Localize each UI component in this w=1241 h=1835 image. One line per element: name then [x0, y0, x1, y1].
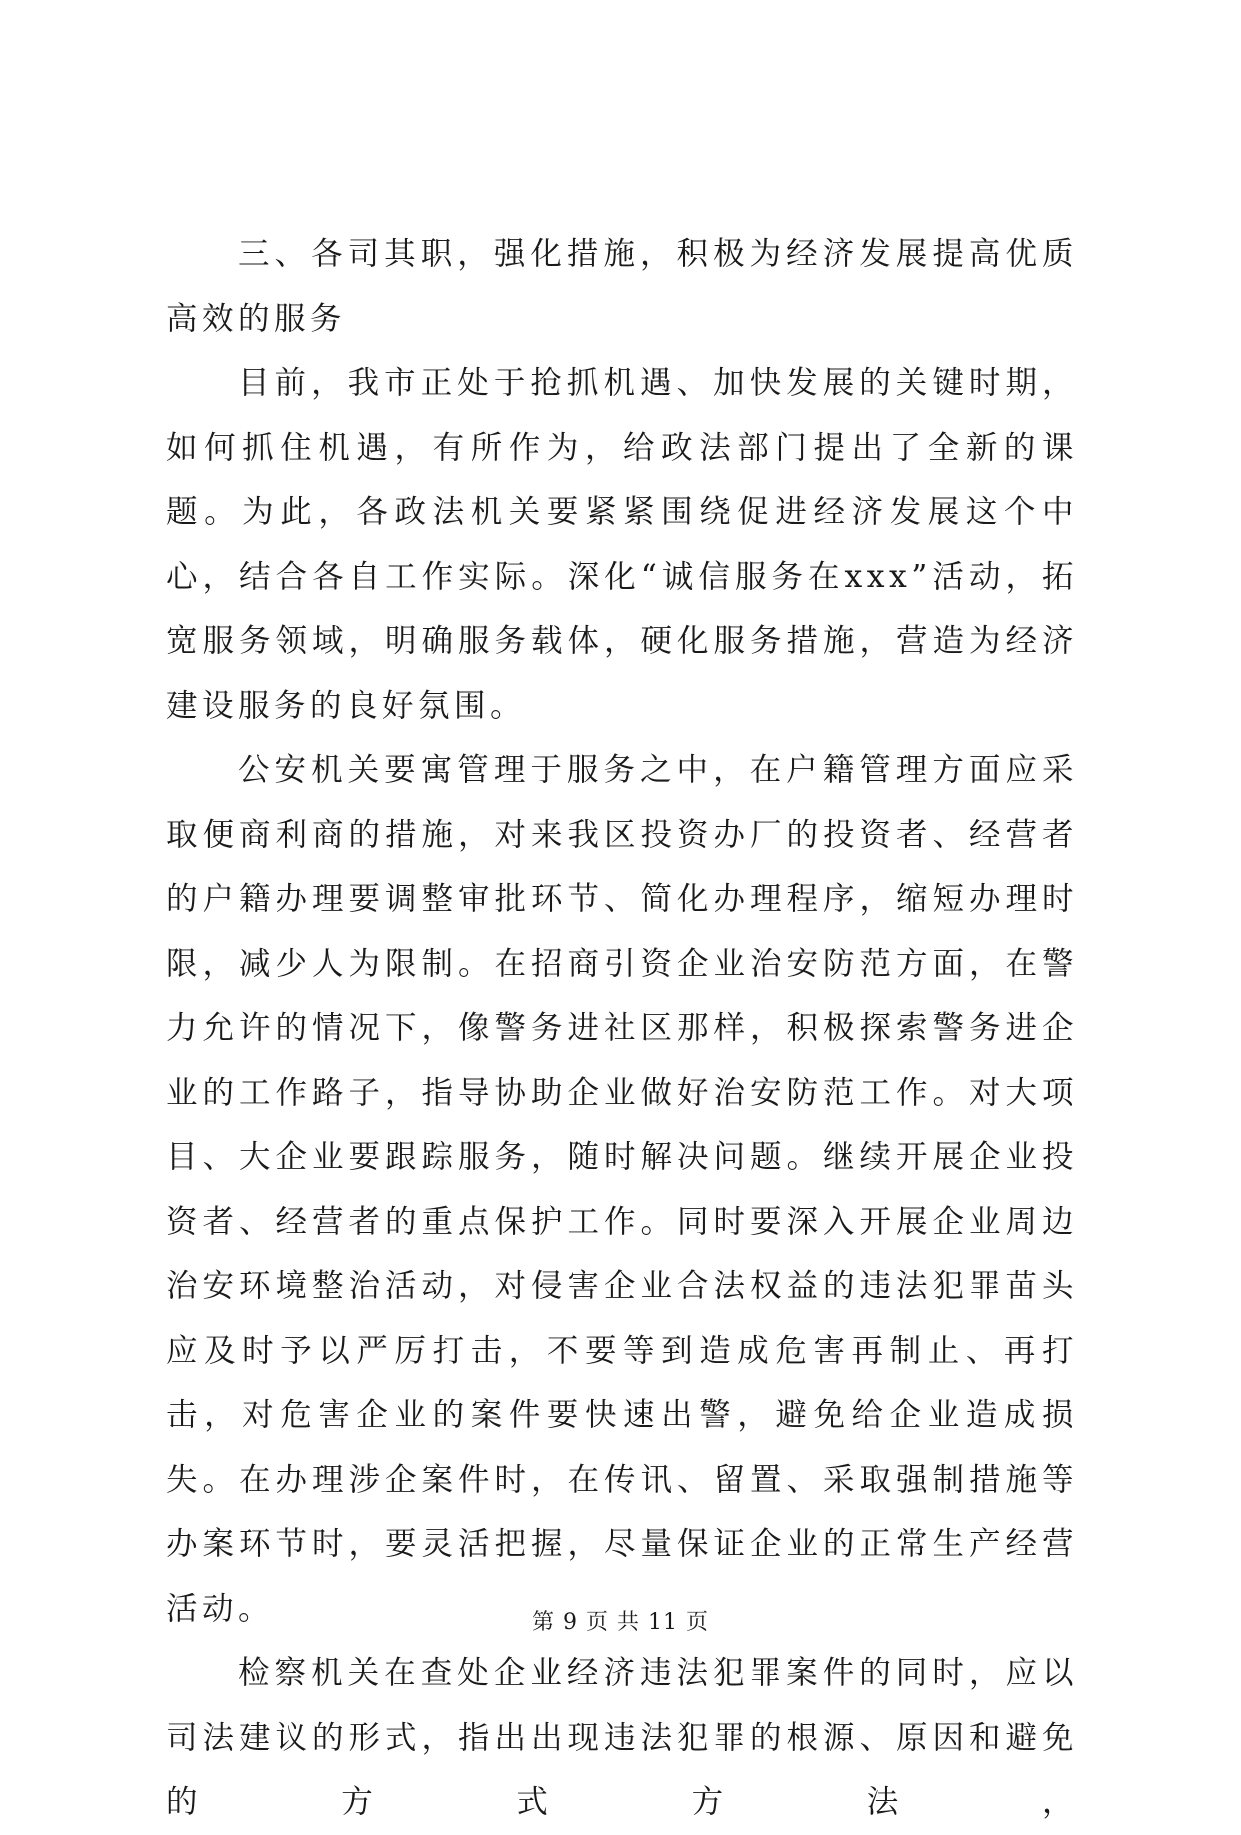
body-paragraph-1: 目前，我市正处于抢抓机遇、加快发展的关键时期，如何抓住机遇，有所作为，给政法部门提出了全新的课题。为此，各政法机关要紧紧围绕促进经济发展这个中心，结合各自工作实际。深化“诚信服务在xxx”活动，拓宽服务领域，明确服务载体，硬化服务措施，营造为经济建设服务的良好氛围。 [166, 365, 1078, 724]
body-paragraph-2: 公安机关要寓管理于服务之中，在户籍管理方面应采取便商利商的措施，对来我区投资办厂的投资者、经营者的户籍办理要调整审批环节、简化办理程序，缩短办理时限，减少人为限制。在招商引资企业治安防范方面，在警力允许的情况下，像警务进社区那样，积极探索警务进企业的工作路子，指导协助企业做好治安防范工作。对大项目、大企业要跟踪服务，随时解决问题。继续开展企业投资者、经营者的重点保护工作。同时要深入开展企业周边治安环境整治活动，对侵害企业合法权益的违法犯罪苗头应及时予以严厉打击，不要等到造成危害再制止、再打击，对危害企业的案件要快速出警，避免给企业造成损失。在办理涉企案件时，在传讯、留置、采取强制措施等办案环节时，要灵活把握，尽量保证企业的正常生产经营活动。 [166, 752, 1078, 1627]
document-body [166, 222, 1078, 1835]
section-heading-paragraph: 三、各司其职，强化措施，积极为经济发展提高优质高效的服务 [166, 236, 1078, 337]
page-footer: 第 9 页 共 11 页 [532, 1610, 709, 1635]
body-paragraph-3: 检察机关在查处企业经济违法犯罪案件的同时，应以司法建议的形式，指出出现违法犯罪的根源、原因和避免的方式方法， [166, 1655, 1078, 1820]
